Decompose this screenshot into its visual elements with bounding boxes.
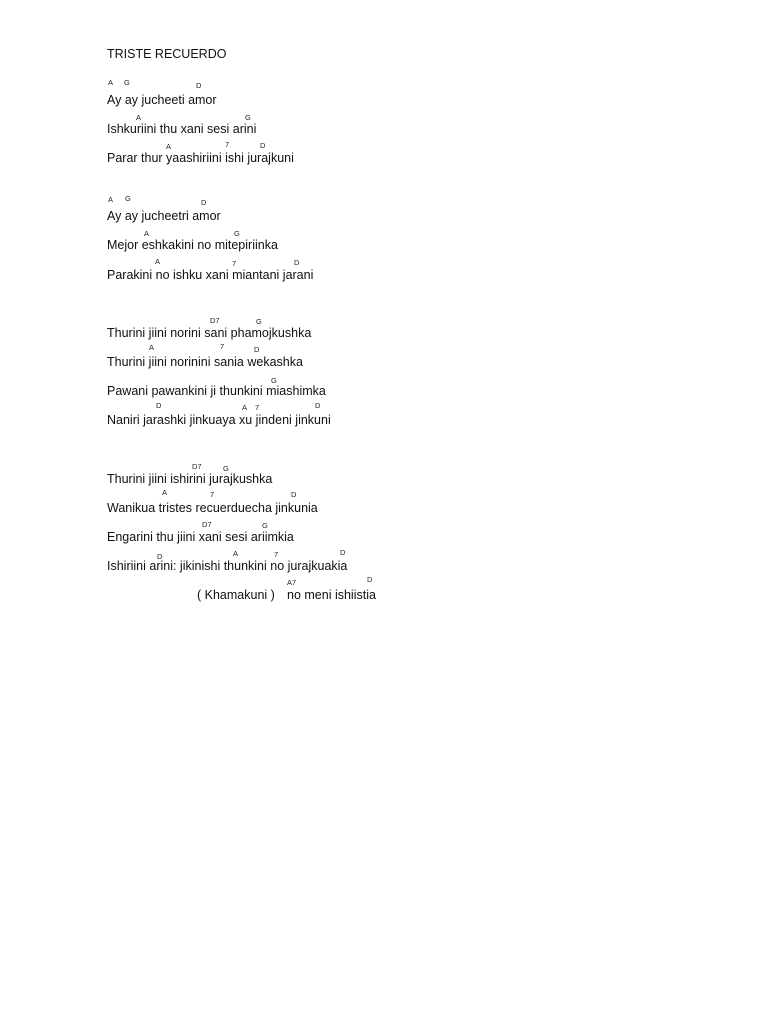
chord: D7 bbox=[192, 462, 202, 471]
chord: D bbox=[157, 552, 163, 561]
chord: D bbox=[294, 258, 300, 267]
chord: A bbox=[108, 195, 114, 204]
lyric-line: Pawani pawankini ji thunkini miashimka bbox=[107, 384, 326, 398]
lyric-line: Thurini jiini norinini sania wekashka bbox=[107, 355, 303, 369]
chord: G bbox=[245, 113, 251, 122]
chord: D bbox=[196, 81, 202, 90]
lyric-line: Ay ay jucheetri amor bbox=[107, 209, 221, 223]
chord: A bbox=[166, 142, 172, 151]
chord: A bbox=[155, 257, 161, 266]
lyric-line: Wanikua tristes recuerduecha jinkunia bbox=[107, 501, 318, 515]
lyric-line: no meni ishiistia bbox=[287, 588, 376, 602]
chord: G bbox=[256, 317, 262, 326]
chord: D7 bbox=[210, 316, 220, 325]
chord: D bbox=[367, 575, 373, 584]
chord: 7 bbox=[232, 259, 237, 268]
chord: A bbox=[149, 343, 155, 352]
chord: D bbox=[260, 141, 266, 150]
chord: 7 bbox=[274, 550, 279, 559]
chord: 7 bbox=[220, 342, 225, 351]
chord: D bbox=[201, 198, 207, 207]
lyric-line-prefix: ( Khamakuni ) bbox=[197, 588, 275, 602]
chord: D bbox=[254, 345, 260, 354]
chord: 7 bbox=[210, 490, 215, 499]
chord: G bbox=[234, 229, 240, 238]
lyric-line: Parar thur yaashiriini ishi jurajkuni bbox=[107, 151, 294, 165]
lyric-line: Engarini thu jiini xani sesi ariimkia bbox=[107, 530, 294, 544]
lyric-line: Thurini jiini ishirini jurajkushka bbox=[107, 472, 273, 486]
chord: G bbox=[124, 78, 130, 87]
chord: D bbox=[340, 548, 346, 557]
chord: A7 bbox=[287, 578, 297, 587]
lyric-line: Ishkuriini thu xani sesi arini bbox=[107, 122, 257, 136]
chord: G bbox=[262, 521, 268, 530]
lyric-line: Parakini no ishku xani miantani jarani bbox=[107, 268, 314, 282]
chord: D bbox=[291, 490, 297, 499]
chord: G bbox=[125, 194, 131, 203]
lyric-line: Mejor eshkakini no mitepiriinka bbox=[107, 238, 278, 252]
lyric-line: Naniri jarashki jinkuaya xu jindeni jinkuni bbox=[107, 413, 331, 427]
lyric-line: Thurini jiini norini sani phamojkushka bbox=[107, 326, 312, 340]
chord: A bbox=[136, 113, 142, 122]
chord: D7 bbox=[202, 520, 212, 529]
chord: A bbox=[144, 229, 150, 238]
chord: D bbox=[156, 401, 162, 410]
chord: D bbox=[315, 401, 321, 410]
lyric-line: Ay ay jucheeti amor bbox=[107, 93, 217, 107]
chord: G bbox=[271, 376, 277, 385]
chord: A bbox=[233, 549, 239, 558]
chord: 7 bbox=[255, 403, 260, 412]
chord: G bbox=[223, 464, 229, 473]
lyric-line: Ishiriini arini: jikinishi thunkini no jurajkuakia bbox=[107, 559, 348, 573]
song-title: TRISTE RECUERDO bbox=[107, 47, 227, 61]
chord: A bbox=[108, 78, 114, 87]
chord: A bbox=[162, 488, 168, 497]
chord: A bbox=[242, 403, 248, 412]
chord: 7 bbox=[225, 140, 230, 149]
